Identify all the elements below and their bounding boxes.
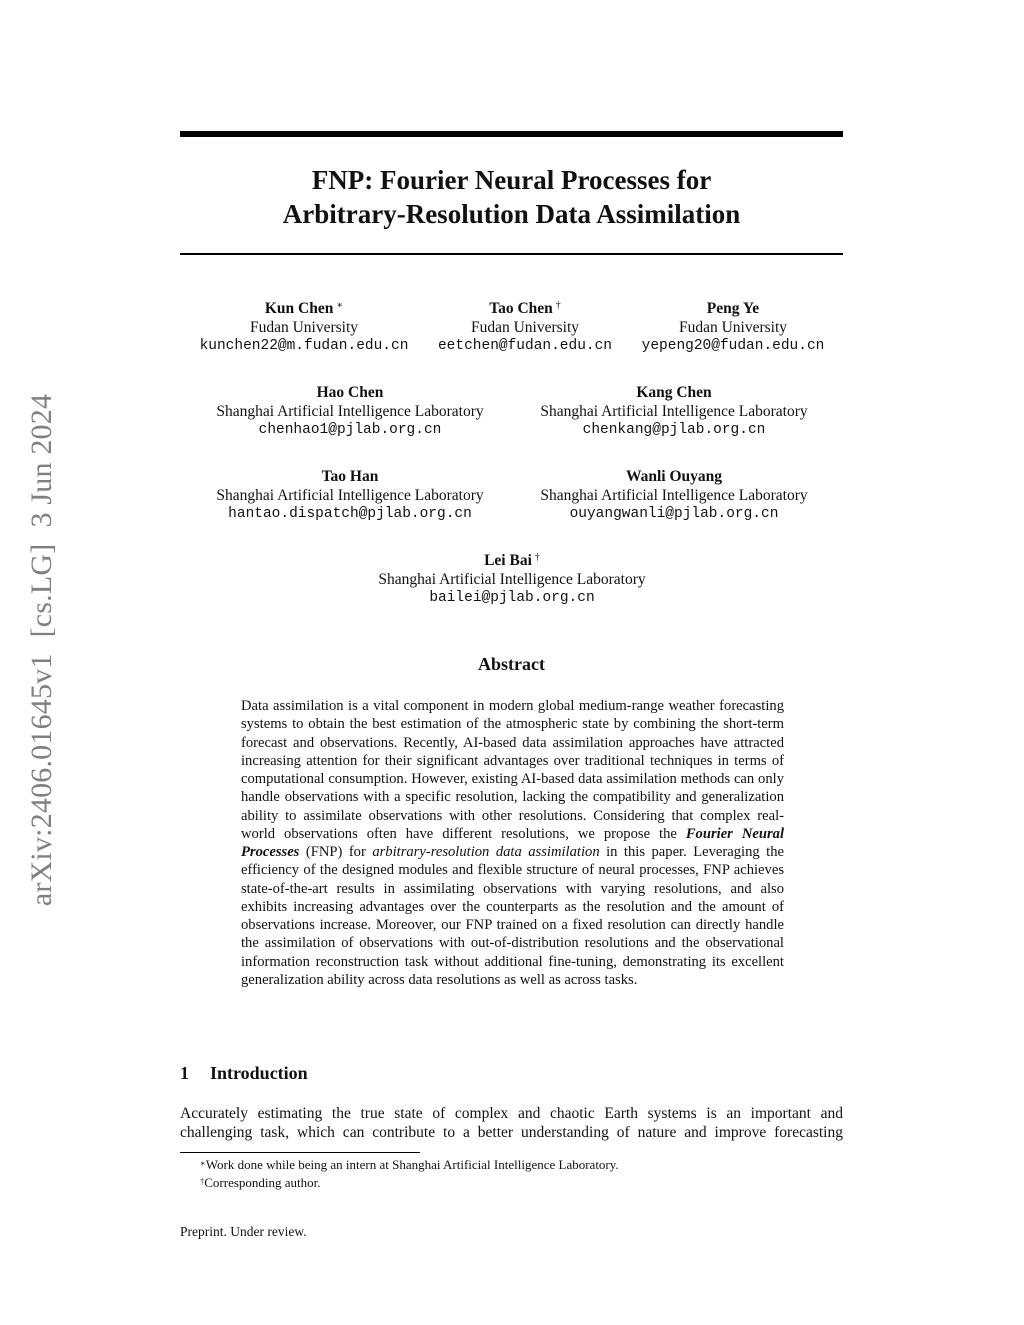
author-block xyxy=(216,384,483,440)
author-name: Peng Ye xyxy=(706,300,760,317)
author-affiliation: Shanghai Artificial Intelligence Laboratory xyxy=(216,402,484,420)
author-block xyxy=(200,300,409,356)
abstract-heading: Abstract xyxy=(478,654,545,674)
intro-paragraph xyxy=(180,1104,843,1142)
author-affiliation: Fudan University xyxy=(249,318,359,336)
author-mark: † xyxy=(534,552,540,563)
intro-line: Accurately estimating the true state of complex and chaotic Earth systems is an important and xyxy=(180,1105,843,1122)
author-email: ouyangwanli@pjlab.org.cn xyxy=(569,506,779,522)
paper-title xyxy=(180,163,843,231)
footnote-text: Work done while being an intern at Shanghai Artificial Intelligence Laboratory. xyxy=(205,1157,619,1172)
author-name: Kang Chen xyxy=(636,384,712,401)
title-top-rule xyxy=(180,131,843,137)
author-name: Tao Chen xyxy=(489,300,553,317)
author-email: hantao.dispatch@pjlab.org.cn xyxy=(228,506,472,522)
abstract-text: Data assimilation is a vital component in modern global medium-range weather forecasting systems to obtain the best estimation of the atmospheric state by combining the short-term forecast and observations. Recently, AI-based data assimilation approaches have attracted increasing attention for their significant advantages over traditional techniques in terms of computational consumption. However, existing AI-based data assimilation methods can only handle observations with a specific resolution, lacking the compatibility and generalization ability to assimilate observations with other resolutions. Considering that complex real-world observations often have different resolutions, we propose the xyxy=(241,698,784,842)
footnote-mark: ∗ xyxy=(200,1158,206,1168)
abstract-text: in this paper. Leveraging the efficiency of the designed modules and flexible structure of neural processes, FNP achieves state-of-the-art results in assimilating observations with varying resolutions, and also exhibits increasing advantages over the counterparts as the resolution and the amount of observations increase. Moreover, our FNP trained on a fixed resolution can directly handle the assimilation of observations with out-of-distribution resolutions and the observational information reconstruction task without additional fine-tuning, demonstrating its excellent generalization ability across data resolutions as well as across tasks. xyxy=(241,844,784,988)
preprint-note: Preprint. Under review. xyxy=(180,1224,307,1239)
author-email: kunchen22@m.fudan.edu.cn xyxy=(199,338,409,354)
footnote-rule xyxy=(180,1152,420,1153)
abstract-text: (FNP) for xyxy=(299,844,373,860)
author-block xyxy=(540,468,807,524)
author-block xyxy=(642,300,825,356)
author-affiliation: Shanghai Artificial Intelligence Laboratory xyxy=(378,570,646,588)
arxiv-stamp xyxy=(25,394,59,906)
footnote xyxy=(200,1175,321,1191)
arxiv-id: arXiv:2406.01645v1 xyxy=(25,653,58,907)
abstract-emphasis: arbitrary-resolution data assimilation xyxy=(372,844,600,860)
section-number: 1 xyxy=(180,1063,189,1083)
abstract-emphasis: Fourier Neural Processes xyxy=(241,825,785,860)
author-name: Kun Chen xyxy=(264,300,334,317)
author-email: yepeng20@fudan.edu.cn xyxy=(641,338,825,354)
author-block xyxy=(216,468,483,524)
abstract-body xyxy=(241,697,784,989)
author-mark: ∗ xyxy=(336,300,344,311)
arxiv-date: 3 Jun 2024 xyxy=(25,393,58,528)
author-affiliation: Shanghai Artificial Intelligence Laboratory xyxy=(216,486,484,504)
author-affiliation: Shanghai Artificial Intelligence Laboratory xyxy=(540,402,808,420)
author-block xyxy=(378,552,645,608)
author-mark: † xyxy=(555,300,561,311)
author-email: eetchen@fudan.edu.cn xyxy=(437,338,613,354)
author-name: Wanli Ouyang xyxy=(625,468,723,485)
footnote-mark: † xyxy=(200,1176,205,1186)
author-block xyxy=(540,384,807,440)
author-email: bailei@pjlab.org.cn xyxy=(429,590,595,606)
author-name: Lei Bai xyxy=(484,552,532,569)
title-bottom-rule xyxy=(180,253,843,255)
author-email: chenhao1@pjlab.org.cn xyxy=(258,422,442,438)
author-name: Hao Chen xyxy=(316,384,384,401)
author-affiliation: Fudan University xyxy=(470,318,580,336)
author-affiliation: Shanghai Artificial Intelligence Laboratory xyxy=(540,486,808,504)
author-email: chenkang@pjlab.org.cn xyxy=(582,422,766,438)
author-name: Tao Han xyxy=(321,468,379,485)
title-line-1: FNP: Fourier Neural Processes for xyxy=(311,165,712,195)
section-heading xyxy=(180,1063,308,1084)
footnote-text: Corresponding author. xyxy=(204,1175,321,1190)
intro-line: challenging task, which can contribute to a better understanding of nature and improve forecasting xyxy=(180,1124,843,1141)
author-block xyxy=(438,300,612,356)
arxiv-category: [cs.LG] xyxy=(25,543,58,638)
section-title: Introduction xyxy=(210,1063,308,1083)
author-affiliation: Fudan University xyxy=(678,318,788,336)
footnote xyxy=(200,1157,619,1173)
title-line-2: Arbitrary-Resolution Data Assimilation xyxy=(282,199,741,229)
